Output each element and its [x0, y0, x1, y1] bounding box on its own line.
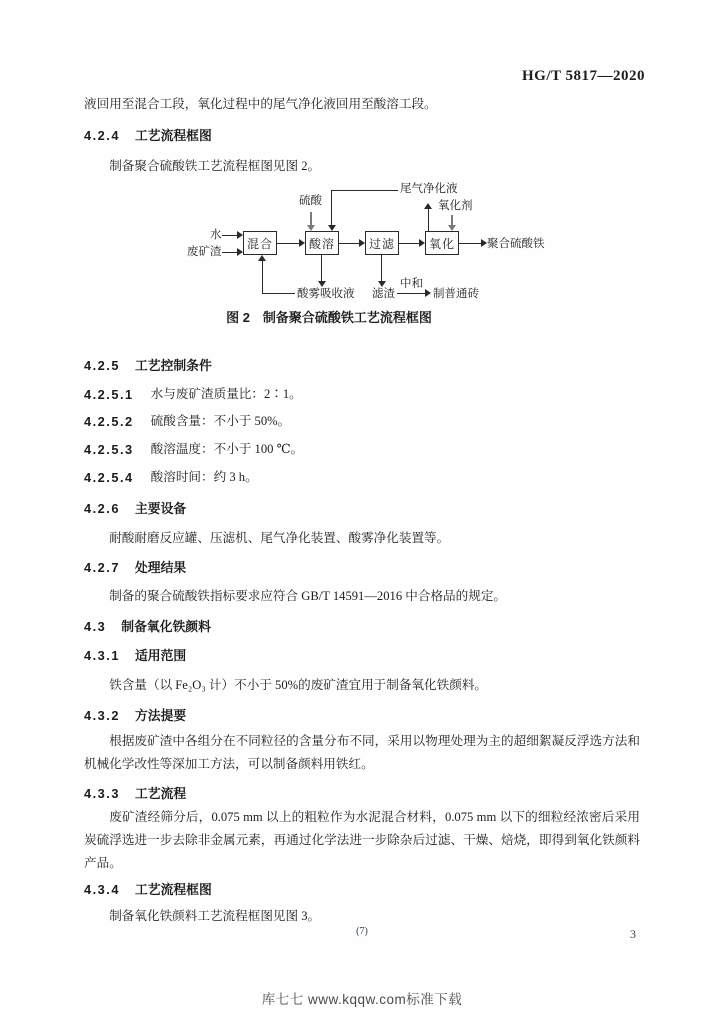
label-acid: 硫酸 [299, 195, 322, 207]
paragraph-intro: 液回用至混合工段，氧化过程中的尾气净化液回用至酸溶工段。 [84, 97, 437, 111]
heading-4-3 [84, 619, 211, 634]
clause-4-2-5-2 [84, 414, 290, 429]
heading-number: 4.2.4 [84, 128, 120, 143]
arrow-head-icon [328, 225, 336, 231]
paragraph-4-3-1: 铁含量（以 Fe₂O₃ 计）不小于 50%的废矿渣宜用于制备氧化铁颜料。 [109, 678, 488, 692]
clause-text: 酸溶时间：约 3 h。 [150, 470, 258, 484]
heading-number: 4.3.1 [84, 648, 120, 663]
flow-connector [222, 235, 237, 236]
process-box-oxidize: 氧化 [425, 231, 459, 255]
heading-4-3-1 [84, 648, 186, 663]
heading-4-3-3 [84, 786, 186, 801]
heading-4-3-4 [84, 882, 212, 897]
label-neutralize: 中和 [400, 278, 423, 290]
arrow-head-icon [481, 239, 487, 247]
paragraph-4-3-4: 制备氧化铁颜料工艺流程框图见图 3。 [109, 909, 321, 923]
clause-text: 水与废矿渣质量比：2∶1。 [150, 387, 302, 401]
heading-4-2-6 [84, 501, 186, 516]
arrow-head-icon [424, 203, 432, 209]
paragraph-4-2-6: 耐酸耐磨反应罐、压滤机、尾气净化装置、酸雾净化装置等。 [109, 531, 450, 545]
heading-number: 4.3.2 [84, 708, 120, 723]
heading-number: 4.2.6 [84, 501, 120, 516]
arrow-head-icon [237, 248, 243, 256]
flow-connector [331, 190, 398, 191]
label-brick: 制普通砖 [433, 288, 479, 300]
clause-4-2-5-3 [84, 442, 303, 457]
clause-number: 4.2.5.4 [84, 470, 134, 485]
heading-number: 4.3 [84, 619, 107, 634]
page-number: 3 [630, 927, 636, 941]
flow-connector [321, 255, 322, 281]
arrow-head-icon [448, 225, 456, 231]
heading-title: 工艺流程 [134, 786, 187, 801]
watermark-text: 库七七 www.kqqw.com标准下载 [261, 992, 463, 1007]
flow-connector [339, 243, 359, 244]
flow-connector [381, 255, 382, 281]
flow-connector [277, 243, 299, 244]
figure-2-diagram [185, 178, 557, 308]
flow-connector [310, 212, 312, 225]
arrow-head-icon [359, 239, 365, 247]
flow-connector [428, 209, 429, 231]
flow-connector [262, 293, 295, 294]
label-slag: 废矿渣 [187, 246, 222, 258]
heading-4-2-5 [84, 358, 212, 373]
flow-connector [222, 252, 237, 253]
flow-connector [262, 261, 263, 293]
label-oxidant: 氧化剂 [438, 200, 473, 212]
label-water: 水 [210, 229, 222, 241]
heading-4-2-4 [84, 128, 212, 143]
heading-title: 制备氧化铁颜料 [121, 619, 211, 634]
heading-number: 4.3.4 [84, 882, 120, 897]
clause-text: 硫酸含量：不小于 50%。 [150, 414, 291, 428]
label-product: 聚合硫酸铁 [487, 238, 545, 250]
arrow-head-icon [318, 281, 326, 287]
paragraph-4-3-2: 根据废矿渣中各组分在不同粒径的含量分布不同，采用以物理处理为主的超细絮凝反浮选方法和机械化学改性等深加工方法，可以制备颜料用铁红。 [84, 734, 640, 771]
page-number-paren: (7) [356, 926, 368, 937]
figure-2-caption: 图 2 制备聚合硫酸铁工艺流程框图 [226, 310, 432, 325]
heading-number: 4.2.5 [84, 358, 120, 373]
paragraph-4-3-3: 废矿渣经筛分后，0.075 mm 以上的粗粒作为水泥混合材料，0.075 mm 以下的细粒经浓密后采用炭硫浮选进一步去除非金属元素，再通过化学法进一步除杂后过滤、干燥、焙烧，即得到氧化铁颜料产品。 [84, 810, 640, 870]
label-acid-mist: 酸雾吸收液 [297, 288, 355, 300]
flow-connector [331, 190, 332, 225]
heading-title: 工艺流程框图 [134, 882, 212, 897]
paragraph-4-2-7: 制备的聚合硫酸铁指标要求应符合 GB/T 14591—2016 中合格品的规定。 [109, 589, 507, 603]
clause-4-2-5-4 [84, 470, 258, 485]
heading-title: 主要设备 [134, 501, 187, 516]
heading-title: 适用范围 [134, 648, 187, 663]
arrow-head-icon [378, 281, 386, 287]
label-residue: 滤渣 [372, 288, 395, 300]
flow-connector [459, 243, 481, 244]
arrow-head-icon [425, 289, 431, 297]
heading-4-2-7 [84, 560, 186, 575]
heading-title: 方法提要 [134, 708, 187, 723]
paragraph-4-2-4: 制备聚合硫酸铁工艺流程框图见图 2。 [109, 159, 321, 173]
heading-number: 4.3.3 [84, 786, 120, 801]
heading-title: 工艺流程框图 [134, 128, 212, 143]
doc-number: HG/T 5817—2020 [522, 68, 645, 84]
heading-title: 工艺控制条件 [134, 358, 212, 373]
heading-4-3-2 [84, 708, 186, 723]
process-box-mix: 混合 [243, 231, 277, 255]
clause-number: 4.2.5.3 [84, 442, 134, 457]
arrow-head-icon [419, 239, 425, 247]
clause-4-2-5-1 [84, 387, 302, 402]
flow-connector [399, 243, 419, 244]
process-box-filter: 过滤 [365, 231, 399, 255]
heading-number: 4.2.7 [84, 560, 120, 575]
arrow-head-icon [237, 231, 243, 239]
clause-text: 酸溶温度：不小于 100 ℃。 [150, 442, 304, 456]
label-tailgas-liquid: 尾气净化液 [400, 183, 458, 195]
process-box-dissolve: 酸溶 [305, 231, 339, 255]
arrow-head-icon [307, 225, 315, 231]
heading-title: 处理结果 [134, 560, 187, 575]
clause-number: 4.2.5.2 [84, 414, 134, 429]
clause-number: 4.2.5.1 [84, 387, 134, 402]
flow-connector [397, 293, 425, 294]
flow-connector [451, 215, 453, 225]
arrow-head-icon [258, 255, 266, 261]
arrow-head-icon [299, 239, 305, 247]
